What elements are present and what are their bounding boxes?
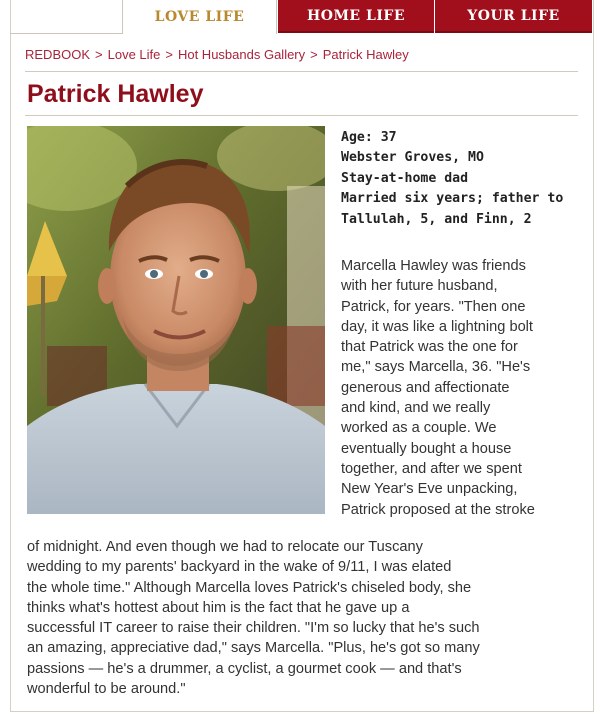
story-column: [341, 256, 586, 520]
title-divider: [25, 115, 578, 116]
breadcrumb-divider: [25, 71, 578, 72]
tab-love-life[interactable]: LOVE LIFE: [122, 0, 277, 34]
story-line: wedding to my parents' backyard in the wake of 9/11, I was elated: [27, 559, 452, 576]
story-line: together, and after we spent: [341, 460, 522, 477]
story-line: the whole time." Although Marcella loves Patrick's chiseled body, she: [27, 579, 472, 596]
tab-home-life[interactable]: HOME LIFE: [278, 0, 434, 33]
breadcrumb-separator: >: [310, 46, 318, 62]
breadcrumb-separator: >: [165, 46, 173, 62]
fact-location: Webster Groves, MO: [341, 150, 484, 166]
section-tabs: [0, 0, 600, 34]
page-title: Patrick Hawley: [27, 80, 204, 108]
breadcrumb: [25, 44, 585, 64]
breadcrumb-separator: >: [95, 46, 103, 62]
profile-photo: [27, 126, 325, 514]
fact-children: Tallulah, 5, and Finn, 2: [341, 211, 532, 227]
story-line: me," says Marcella, 36. "He's: [341, 359, 531, 376]
story-line: day, it was like a lightning bolt: [341, 318, 533, 335]
tabs-divider: [10, 33, 122, 34]
story-line: with her future husband,: [341, 278, 498, 295]
story-line: worked as a couple. We: [341, 420, 497, 437]
story-line: an amazing, appreciative dad," says Marcella. "Plus, he's got so many: [27, 640, 480, 657]
story-line: Patrick proposed at the stroke: [341, 501, 535, 518]
fact-occupation: Stay-at-home dad: [341, 170, 469, 186]
profile-facts: [341, 128, 586, 230]
story-line: of midnight. And even though we had to relocate our Tuscany: [27, 539, 423, 555]
story-line: New Year's Eve unpacking,: [341, 481, 518, 498]
breadcrumb-link-gallery[interactable]: Hot Husbands Gallery: [177, 46, 306, 62]
story-line: thinks what's hottest about him is the fact that he gave up a: [27, 599, 410, 616]
story-line: that Patrick was the one for: [341, 339, 518, 356]
breadcrumb-link-redbook[interactable]: REDBOOK: [25, 46, 91, 62]
story-line: Patrick, for years. "Then one: [341, 298, 526, 315]
story-line: eventually bought a house: [341, 440, 512, 457]
story-line: and kind, and we really: [341, 400, 491, 417]
story-line: wonderful to be around.": [27, 681, 186, 698]
breadcrumb-current: Patrick Hawley: [322, 46, 409, 62]
story-line: generous and affectionate: [341, 379, 510, 396]
story-line: successful IT career to raise their children. "I'm so lucky that he's such: [27, 620, 480, 637]
story-line: passions — he's a drummer, a cyclist, a gourmet cook — and that's: [27, 660, 462, 677]
fact-age: Age: 37: [341, 130, 397, 145]
fact-family: Married six years; father to: [341, 191, 564, 207]
story-line: Marcella Hawley was friends: [341, 258, 526, 274]
story-full-width: [27, 537, 587, 699]
tab-your-life[interactable]: YOUR LIFE: [435, 0, 592, 33]
breadcrumb-link-love-life[interactable]: Love Life: [107, 46, 161, 62]
